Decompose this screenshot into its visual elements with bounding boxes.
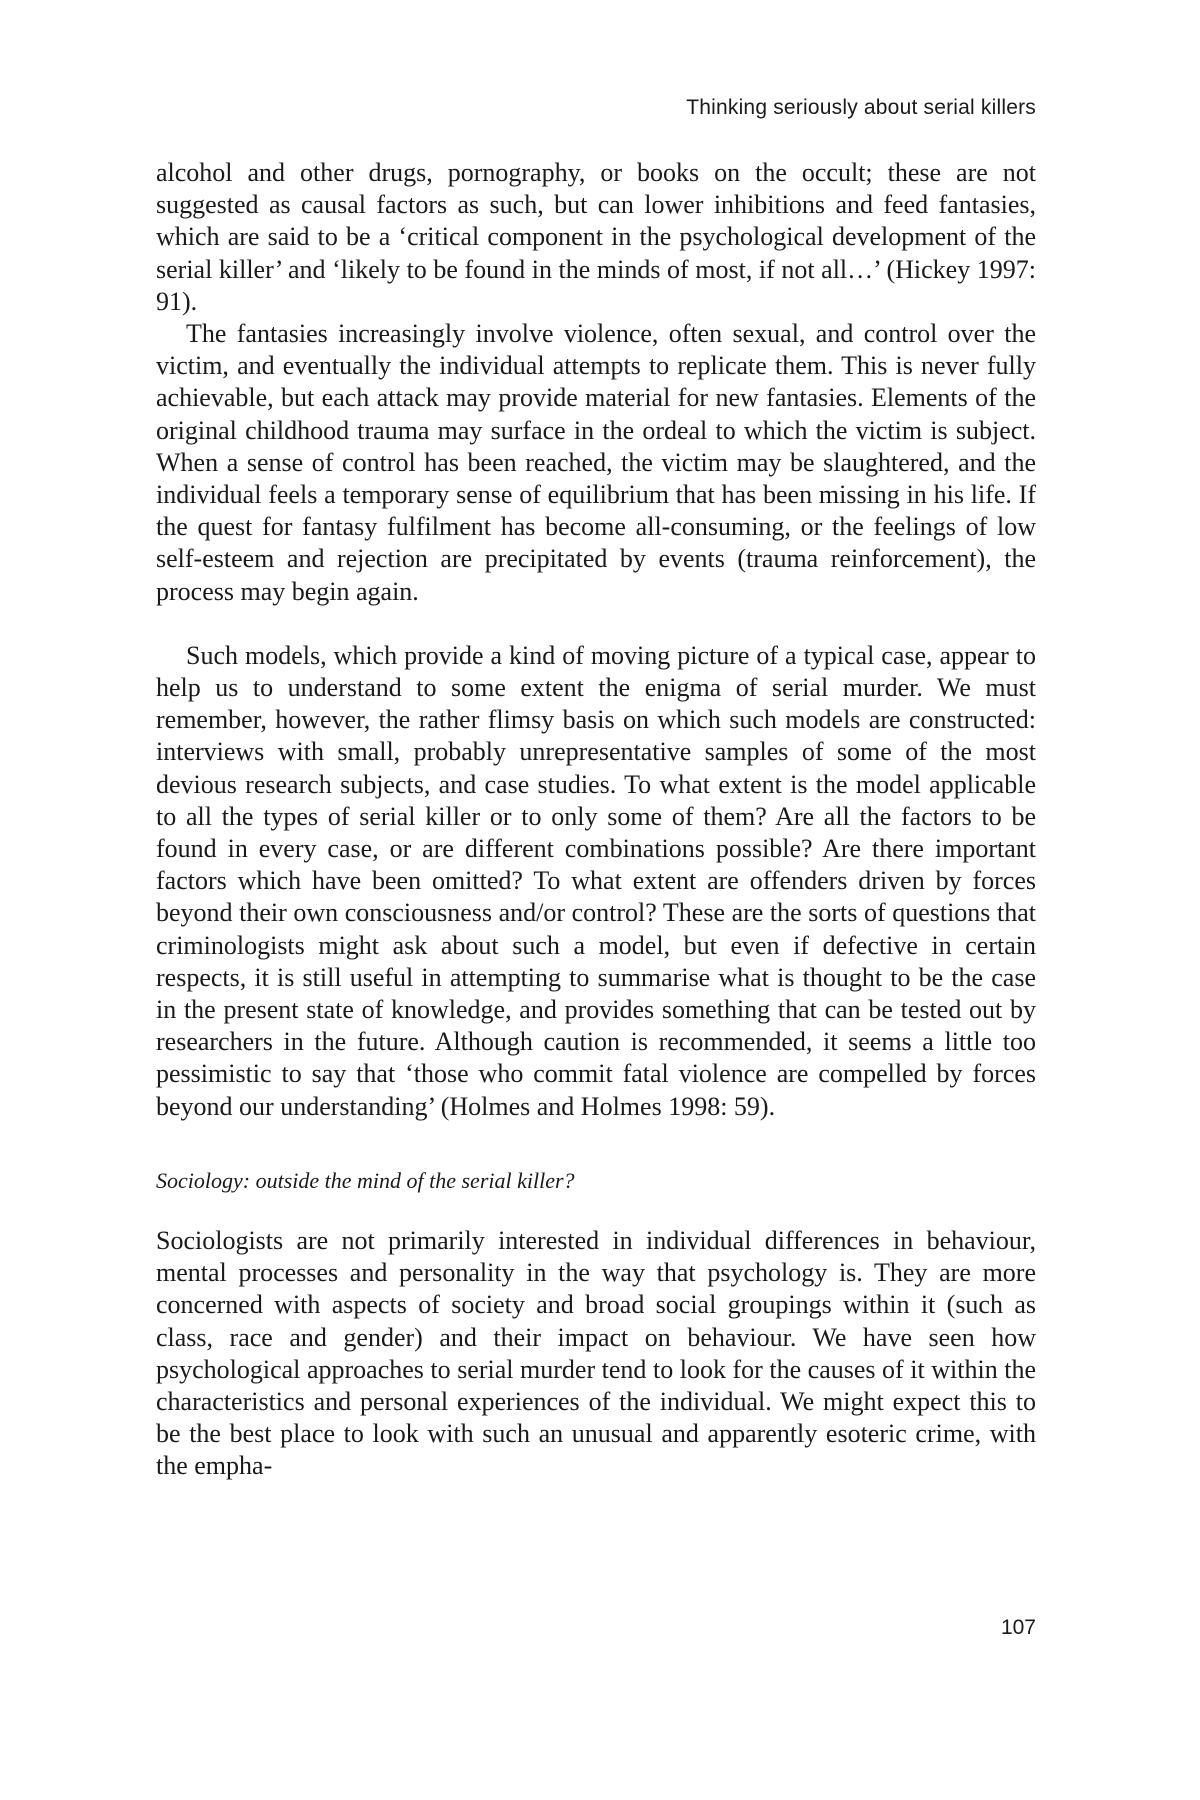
section-heading: Sociology: outside the mind of the serial killer? [156, 1167, 575, 1193]
paragraph-sociology: Sociologists are not primarily interested in individual differences in behaviour, mental processes and personality in the way that psychology is. They are more concerned with aspects of society and broad social groupings within it (such as class, race and gender) and their impact on behaviour. We have seen how psychological approaches to serial murder tend to look for the causes of it within the characteristics and personal experiences of the individual. We might expect this to be the best place to look with such an unusual and apparently esoteric crime, with the empha- [156, 1225, 1036, 1481]
page-number: 107 [1000, 1616, 1036, 1639]
paragraph-fantasies: The fantasies increasingly involve violence, often sexual, and control over the victim, and eventually the individual attempts to replicate them. This is never fully achievable, but each attack may provide material for new fantasies. Elements of the original childhood trauma may surface in the ordeal to which the victim is subject. When a sense of control has been reached, the victim may be slaughtered, and the individual feels a temporary sense of equilibrium that has been missing in his life. If the quest for fantasy fulfilment has become all-consuming, or the feelings of low self-esteem and rejection are precipitated by events (trauma reinforcement), the process may begin again. [156, 319, 1036, 606]
paragraph-models: Such models, which provide a kind of moving picture of a typical case, appear to help us to understand to some extent the enigma of serial murder. We must remember, however, the rather flimsy basis on which such models are constructed: interviews with small, probably unrepresentative samples of some of the most devious research subjects, and case studies. To what extent is the model applicable to all the types of serial killer or to only some of them? Are all the factors to be found in every case, or are different combinations possible? Are there important factors which have been omitted? To what extent are offenders driven by forces beyond their own consciousness and/or control? These are the sorts of questions that criminologists might ask about such a model, but even if defective in certain respects, it is still useful in attempting to summarise what is thought to be the case in the present state of knowledge, and provides something that can be tested out by researchers in the future. Although caution is recommended, it seems a little too pessimistic to say that ‘those who commit fatal violence are compelled by forces beyond our understanding’ (Holmes and Holmes 1998: 59). [156, 640, 1036, 1121]
paragraph-continued: alcohol and other drugs, pornography, or books on the occult; these are not suggested as causal factors as such, but can lower inhibitions and feed fantasies, which are said to be a ‘critical component in the psychological development of the serial killer’ and ‘likely to be found in the minds of most, if not all…’ (Hickey 1997: 91). [156, 158, 1036, 316]
running-head: Thinking seriously about serial killers [686, 96, 1036, 119]
body-text [156, 157, 1036, 1483]
